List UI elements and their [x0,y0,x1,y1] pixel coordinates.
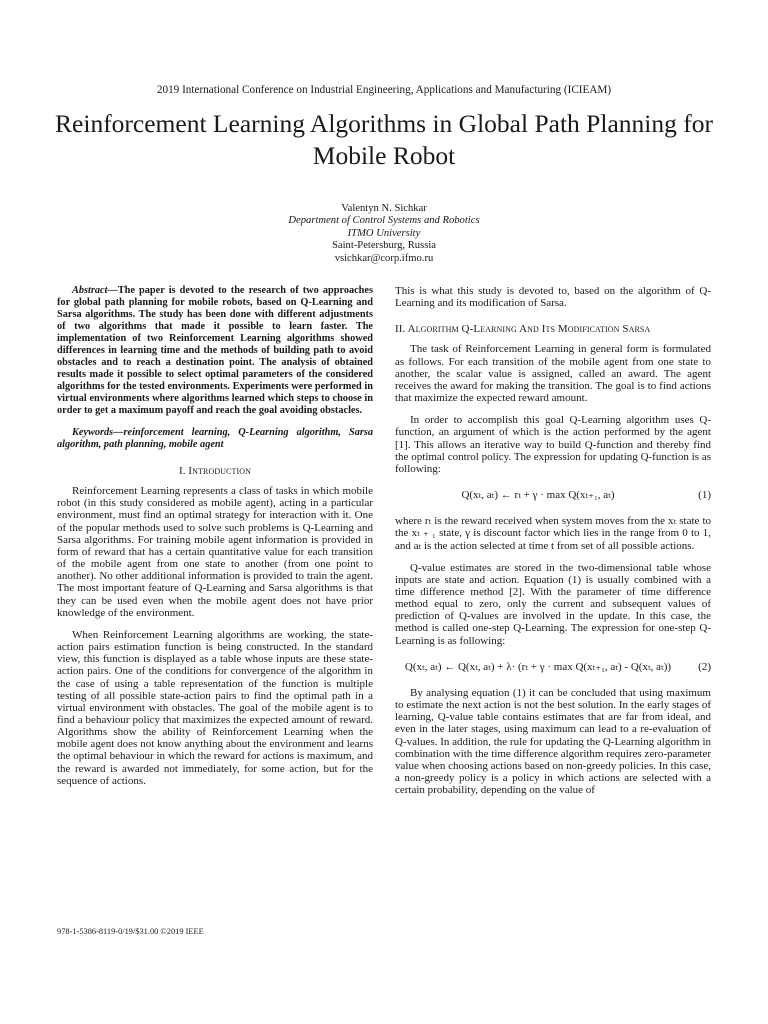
intro-paragraph-1: Reinforcement Learning represents a class of tasks in which mobile robot (in this study considered as mobile agent), acting in a particular environment, must find an optimal strategy for interaction with it. One of the popular methods used to solve such problems is Q-Learning and Sarsa algorithms. For training mobile agent information is provided in form of reward that has a certain quantitative value for each transition of the mobile agent from one state to another (from one point to another). No other additional information is provided to train the agent. The most important feature of Q-Learning and Sarsa algorithms is that they can be used even when the mobile agent does not have prior knowledge of the environment. [57,485,373,619]
abstract-text: —The paper is devoted to the research of two approaches for global path planning for mobile robots, based on Q-Learning and Sarsa algorithms. The study has been done with different adjustments of two algorithms that made it possible to learn faster. The implementation of two Reinforcement Learning algorithms showed differences in learning time and the methods of building path to avoid obstacles and to reach a destination point. The analysis of obtained results made it possible to select optimal parameters of the considered algorithms for the tested environments. Experiments were performed in virtual environments where algorithms learned which steps to choose in order to get a maximum payoff and reach the goal avoiding obstacles. [57,285,373,416]
author-city: Saint-Petersburg, Russia [332,240,436,252]
keywords-text: —reinforcement learning, Q-Learning algorithm, Sarsa algorithm, path planning, mobile agent [57,427,373,450]
algorithm-paragraph-1: The task of Reinforcement Learning in general form is formulated as follows. For each transition of the mobile agent from one state to another, the scalar value is assigned, called an award. The agent receives the award for making the transition. The goal is to find actions that maximize the expected reward amount. [395,343,711,405]
algorithm-paragraph-5: By analysing equation (1) it can be concluded that using maximum to estimate the next action is not the best solution. In the early stages of learning, Q-value table contains estimates that are far from ideal, and even in the later stages, using maximum can lead to a re-evaluation of Q-values. In addition, the rule for updating the Q-Learning algorithm in combination with the time difference algorithm requires zero-parameter value when choosing actions based on non-greedy policies. In this case, a non-greedy policy is a policy in which actions are selected with a certain probability, depending on the value of [395,686,711,797]
algorithm-paragraph-4: Q-value estimates are stored in the two-dimensional table whose inputs are state and action. Equation (1) is usually combined with a time difference method [2]. With the parameter of time difference method equal to zero, only the current and subsequent values of prediction of Q-values are involved in the update. In this case, the method is called one-step Q-Learning. The expression for one-step Q-Learning is as following: [395,561,711,647]
algorithm-paragraph-2: In order to accomplish this goal Q-Learning algorithm uses Q-function, an argument of which is the action performed by the agent [1]. This allows an iterative way to build Q-function and thereby find the optimal control policy. The expression for updating Q-function is as following: [395,414,711,475]
author-university: ITMO University [347,227,421,239]
author-name: Valentyn N. Sichkar [341,203,427,214]
abstract [57,285,373,417]
equation-1-number: (1) [698,489,711,502]
author-department: Department of Control Systems and Robotics [288,215,480,227]
section-heading-introduction: I. Introduction [178,465,252,477]
author-email: vsichkar@corp.ifmo.ru [334,252,434,264]
author-block [0,203,768,265]
algorithm-paragraph-3: where rₜ is the reward received when system moves from the xₜ state to the xₜ ₊ ₁ state, γ is discount factor which lies in the range from 0 to 1, and aₜ is the action selected at time t from set of all possible actions. [395,515,711,552]
keywords [57,427,373,451]
paper-title: Reinforcement Learning Algorithms in Global Path Planning for Mobile Robot [55,109,713,170]
equation-1-expression: Q(xₜ, aₜ) ← rₜ + γ · max Q(xₜ₊₁, aₜ) [461,489,615,502]
continued-paragraph: This is what this study is devoted to, based on the algorithm of Q-Learning and its modification of Sarsa. [395,285,711,310]
equation-1 [395,489,711,501]
keywords-label: Keywords [72,427,114,438]
section-heading-algorithm: II. Algorithm Q-Learning And Its Modification Sarsa [395,323,651,336]
equation-2-number: (2) [698,660,711,673]
copyright-footer: 978-1-5386-8119-0/19/$31.00 ©2019 IEEE [57,927,204,936]
right-column [395,285,711,806]
equation-2-expression: Q(xₜ, aₜ) ← Q(xₜ, aₜ) + λ· (rₜ + γ · max Q(xₜ₊₁, aₜ) - Q(xₜ, aₜ)) [404,660,672,673]
left-column [57,285,373,797]
equation-2 [395,661,711,673]
intro-paragraph-2: When Reinforcement Learning algorithms are working, the state-action pairs estimation function is being constructed. In the standard view, this function is displayed as a table whose inputs are these state-action pairs. One of the conditions for convergence of the algorithm in the case of using a table representation of the function is multiple testing of all possible state-action pairs to find the optimal path in a virtual environment with obstacles. The goal of the mobile agent is to find a behaviour policy that maximizes the expected amount of reward. Algorithms show the ability of Reinforcement Learning when the mobile agent does not know anything about the environment and learns the optimal behaviour in which the reward for actions is maximum, and the reward is awarded not immediately, for some action, but for the sequence of actions. [57,628,373,787]
conference-header: 2019 International Conference on Industrial Engineering, Applications and Manufacturing (ICIEAM) [156,84,612,96]
abstract-label: Abstract [72,285,108,296]
